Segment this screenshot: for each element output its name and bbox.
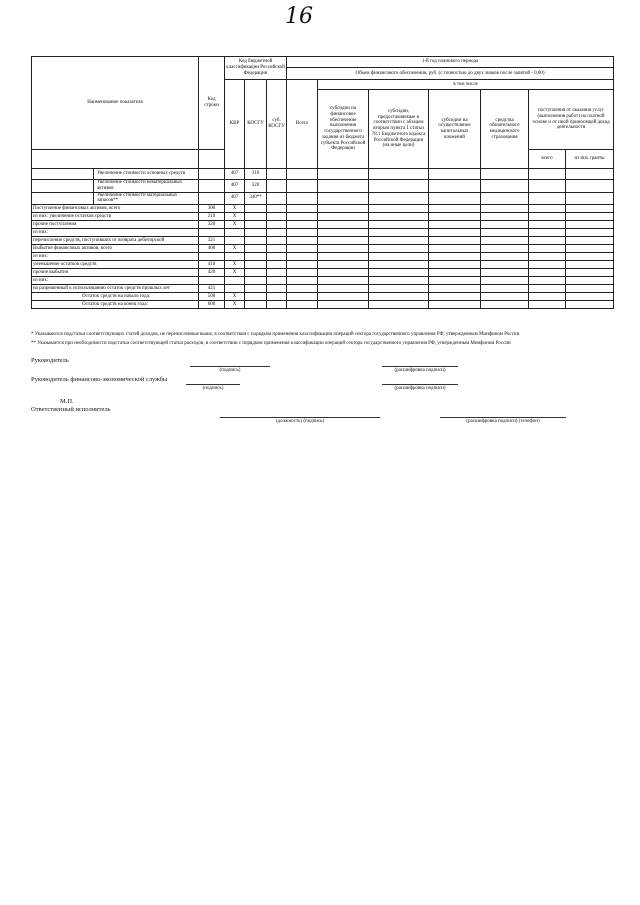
row-spacer [32,192,94,205]
value-cell [429,180,481,193]
row-kvr: X [225,213,245,221]
value-cell [267,285,287,293]
value-cell [318,192,369,205]
table-row [32,229,614,237]
row-kvr [225,229,245,237]
value-cell [369,269,429,277]
row-name: уменьшение остатков средств [32,261,199,269]
value-cell [481,245,529,253]
row-kvr [225,277,245,285]
row-code-header: Код строки [199,57,225,150]
budget-class-header: Код бюджетной классификации Российской Федерации [225,57,287,80]
row-code [199,169,225,180]
head-sign-line [190,366,270,367]
row-kvr: 407 [225,169,245,180]
value-cell [429,205,481,213]
col-subsidies-78: субсидии, предоставляемые в соответствии с абзацем вторым пункта 1 статьи 78.1 Бюджетного кодекса Российской Федерации (на иные цели) [369,90,429,169]
row-kosgu [245,261,267,269]
row-code: 420 [199,269,225,277]
executor-decode-caption: (расшифровка подписи) (телефон) [466,419,540,424]
row-code: 600 [199,301,225,309]
value-cell [369,180,429,193]
value-cell [566,205,614,213]
value-cell [529,180,566,193]
value-cell [429,192,481,205]
value-cell [481,205,529,213]
row-name: перечисление средств, поступивших от возврата дебиторской [32,237,199,245]
table-row [32,253,614,261]
col-paid-grants: из них гранты [566,150,614,169]
row-kvr: X [225,269,245,277]
mp-label: М.П. [60,398,74,405]
value-cell [369,221,429,229]
row-code [199,229,225,237]
value-cell [287,277,318,285]
row-kvr: 407 [225,192,245,205]
row-kosgu: 340** [245,192,267,205]
head-decode-caption: (расшифровка подписи) [394,368,446,373]
table-row [32,169,614,180]
value-cell [529,192,566,205]
value-cell [481,229,529,237]
row-kvr: 407 [225,180,245,193]
value-cell [267,221,287,229]
value-cell [529,221,566,229]
row-name: Остаток средств на конец года: [32,301,199,309]
value-cell [566,180,614,193]
table-row [32,301,614,309]
value-cell [369,229,429,237]
value-cell [529,277,566,285]
table-row [32,285,614,293]
row-code [199,180,225,193]
value-cell [318,261,369,269]
table-row [32,277,614,285]
value-cell [566,277,614,285]
value-cell [318,277,369,285]
value-cell [481,213,529,221]
table-row [32,205,614,213]
row-name: из них: [32,229,199,237]
value-cell [566,169,614,180]
value-cell [318,285,369,293]
finance-sign-line [186,384,240,385]
row-code: 320 [199,221,225,229]
value-cell [566,245,614,253]
value-cell [529,229,566,237]
financial-table [31,56,614,309]
value-cell [566,229,614,237]
value-cell [267,192,287,205]
col-state-task: субсидии на финансовое обеспечение выполнения государственного задания из бюджета субъекта Российской Федерации [318,90,369,169]
value-cell [287,301,318,309]
row-code: 410 [199,261,225,269]
row-kvr [225,253,245,261]
value-cell [529,205,566,213]
value-cell [529,293,566,301]
footnote-2: ** Указывается при необходимости подстатьи соответствующей статьи расходов, в соответствии с порядком применения классификации операций сектора государственного управления РФ, утвержденным Минфином России [31,341,511,346]
value-cell [318,221,369,229]
value-cell [267,269,287,277]
value-cell [566,261,614,269]
value-cell [429,277,481,285]
value-cell [318,180,369,193]
value-cell [369,213,429,221]
value-cell [318,169,369,180]
value-cell [369,285,429,293]
table-row [32,221,614,229]
value-cell [481,192,529,205]
value-cell [481,301,529,309]
row-name: Увеличение стоимости материальных запасов** [94,192,199,205]
row-kosgu [245,285,267,293]
value-cell [529,269,566,277]
head-label: Руководитель [31,357,69,364]
value-cell [529,301,566,309]
period-header: 1-й год планового периода [287,57,614,68]
finance-decode-line [382,384,458,385]
value-cell [481,180,529,193]
value-cell [429,253,481,261]
footnote-1: * Указываются подстатьи соответствующих статей доходов, не перечисленные выше, в соответствии с порядком применения классификации операций сектора государственного управления РФ, утвержденным Минфином России [31,332,520,337]
value-cell [566,285,614,293]
row-name: на разрешенный к использованию остаток средств прошлых лет [32,285,199,293]
value-cell [318,245,369,253]
volume-header: Объем финансового обеспечения, руб. (с точностью до двух знаков после запятой - 0,00) [287,68,614,80]
row-code: 310 [199,213,225,221]
row-kvr: X [225,261,245,269]
value-cell [481,285,529,293]
value-cell [481,261,529,269]
value-cell [481,221,529,229]
col-paid-total: всего [529,150,566,169]
value-cell [429,245,481,253]
row-code: 321 [199,237,225,245]
value-cell [529,245,566,253]
value-cell [566,293,614,301]
executor-position-line [220,417,380,418]
value-cell [267,213,287,221]
value-cell [481,277,529,285]
row-code: 500 [199,293,225,301]
row-kosgu: 310 [245,169,267,180]
finance-head-label: Руководитель финансово-экономической службы [31,376,168,383]
row-kosgu: 320 [245,180,267,193]
col-paid: поступления от оказания услуг (выполнения работ) на платной основе и от иной приносящей доход деятельности [529,90,614,150]
row-kvr: X [225,301,245,309]
value-cell [369,301,429,309]
executor-position-caption: (должность) (подпись) [275,419,325,424]
row-code: 421 [199,285,225,293]
value-cell [429,213,481,221]
value-cell [529,253,566,261]
value-cell [429,285,481,293]
row-code [199,277,225,285]
finance-decode-caption: (расшифровка подписи) [394,386,446,391]
value-cell [369,261,429,269]
kosgu-header: КОСГУ [245,80,267,169]
head-decode-line [382,366,458,367]
value-cell [287,192,318,205]
value-cell [267,293,287,301]
row-kosgu [245,277,267,285]
row-name: из них: [32,277,199,285]
value-cell [287,269,318,277]
table-row [32,180,614,193]
value-cell [429,293,481,301]
row-kosgu [245,237,267,245]
value-cell [369,253,429,261]
value-cell [429,229,481,237]
row-kosgu [245,229,267,237]
row-name: Увеличение стоимости нематериальных активов [94,180,199,193]
table-row [32,293,614,301]
row-code: 400 [199,245,225,253]
value-cell [429,237,481,245]
value-cell [287,221,318,229]
row-code: 300 [199,205,225,213]
row-kosgu [245,221,267,229]
page-number: 16 [285,4,313,29]
value-cell [287,229,318,237]
kvr-header: КВР [225,80,245,169]
head-sign-caption: (подпись) [219,368,241,373]
value-cell [566,301,614,309]
value-cell [566,213,614,221]
row-name: из них: [32,253,199,261]
value-cell [429,301,481,309]
value-cell [287,180,318,193]
total-header: Всего [287,80,318,169]
value-cell [318,301,369,309]
row-code [199,253,225,261]
value-cell [566,221,614,229]
row-kosgu [245,253,267,261]
col-capital: субсидии на осуществление капитальных вложений [429,90,481,169]
row-kosgu [245,293,267,301]
value-cell [287,213,318,221]
row-name: из них: увеличение остатков средств [32,213,199,221]
value-cell [369,192,429,205]
row-name: Поступление финансовых активов, всего [32,205,199,213]
value-cell [481,237,529,245]
sub-kosgu-header: суб. КОСГУ [267,80,287,169]
row-kosgu [245,205,267,213]
value-cell [318,293,369,301]
value-cell [318,237,369,245]
table-row [32,192,614,205]
row-name: Остаток средств на начало года: [32,293,199,301]
value-cell [566,237,614,245]
row-code [199,192,225,205]
col-oms: средства обязательного медицинского страхования [481,90,529,169]
value-cell [481,169,529,180]
value-cell [481,253,529,261]
value-cell [267,261,287,269]
row-kvr [225,285,245,293]
value-cell [267,277,287,285]
value-cell [369,293,429,301]
value-cell [267,301,287,309]
row-kvr: X [225,221,245,229]
value-cell [287,293,318,301]
value-cell [267,229,287,237]
row-spacer [32,180,94,193]
including-header: в том числе [318,80,614,90]
value-cell [566,253,614,261]
row-spacer [32,169,94,180]
row-kosgu [245,245,267,253]
value-cell [267,180,287,193]
row-kvr [225,237,245,245]
value-cell [318,253,369,261]
row-name: Увеличение стоимости основных средств [94,169,199,180]
row-kosgu [245,301,267,309]
value-cell [369,205,429,213]
value-cell [318,229,369,237]
value-cell [287,205,318,213]
value-cell [287,285,318,293]
table-row [32,237,614,245]
value-cell [529,237,566,245]
row-kosgu [245,269,267,277]
row-name: Выбытие финансовых активов, всего [32,245,199,253]
value-cell [429,261,481,269]
row-kvr: X [225,245,245,253]
table-row [32,269,614,277]
executor-decode-line [440,417,566,418]
value-cell [287,261,318,269]
executor-label: Ответственный исполнитель [31,406,111,413]
value-cell [267,253,287,261]
value-cell [529,169,566,180]
value-cell [318,205,369,213]
value-cell [287,169,318,180]
table-row [32,213,614,221]
value-cell [369,277,429,285]
value-cell [318,213,369,221]
value-cell [566,192,614,205]
value-cell [267,169,287,180]
value-cell [429,269,481,277]
finance-sign-caption: (подпись) [202,386,224,391]
value-cell [529,213,566,221]
value-cell [369,245,429,253]
table-row [32,261,614,269]
indicator-header: Наименование показателя [32,57,199,150]
table-row [32,245,614,253]
value-cell [369,237,429,245]
value-cell [481,269,529,277]
value-cell [287,237,318,245]
value-cell [429,221,481,229]
row-kvr: X [225,293,245,301]
value-cell [369,169,429,180]
value-cell [481,293,529,301]
row-name: прочие выбытия [32,269,199,277]
row-name: прочие поступления [32,221,199,229]
value-cell [267,205,287,213]
value-cell [287,253,318,261]
value-cell [566,269,614,277]
row-kosgu [245,213,267,221]
value-cell [529,285,566,293]
value-cell [529,261,566,269]
value-cell [267,245,287,253]
value-cell [267,237,287,245]
value-cell [429,169,481,180]
value-cell [287,245,318,253]
value-cell [318,269,369,277]
row-kvr: X [225,205,245,213]
